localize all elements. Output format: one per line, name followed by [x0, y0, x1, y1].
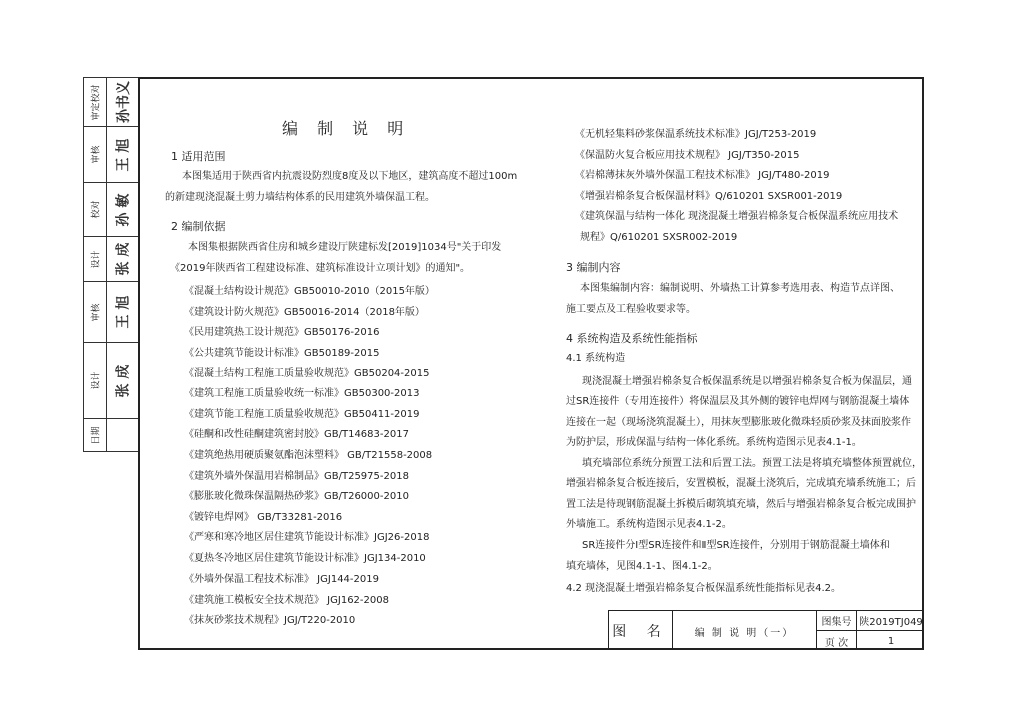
atlas-number: 陕2019TJ049 [859, 617, 923, 628]
body-line: 填充墙体，见图4.1-1、图4.1-2。 [566, 561, 718, 572]
reference-item: 《保温防火复合板应用技术规程》 JGJ/T350-2015 [575, 150, 800, 161]
signature-row [84, 419, 138, 452]
body-line: 外墙施工。系统构造图示见表4.1-2。 [566, 519, 732, 530]
signature-row [84, 183, 138, 237]
reference-item: 规程》Q/610201 SXSR002-2019 [580, 232, 738, 243]
body-line: 连接在一起（现场浇筑混凝土），用抹灰型膨胀玻化微珠轻质砂浆及抹面胶浆作 [566, 417, 911, 428]
drawing-name-label: 图 名 [612, 624, 669, 640]
body-line: 现浇混凝土增强岩棉条复合板保温系统是以增强岩棉条复合板为保温层，通 [582, 376, 912, 387]
body-line: 施工要点及工程验收要求等。 [566, 304, 696, 315]
signature-row [84, 127, 138, 183]
reference-item: 《岩棉薄抹灰外墙外保温工程技术标准》 JGJ/T480-2019 [575, 170, 830, 181]
sub-heading: 4.1 系统构造 [566, 353, 626, 364]
signature: 孙书义 [115, 81, 132, 123]
body-line: 4.2 现浇混凝土增强岩棉条复合板保温系统性能指标见表4.2。 [566, 583, 841, 594]
reference-item: 《膨胀玻化微珠保温隔热砂浆》GB/T26000-2010 [184, 491, 409, 502]
reference-item: 《混凝土结构设计规范》GB50010-2010（2015年版） [184, 286, 435, 297]
body-line: 《2019年陕西省工程建设标准、建筑标准设计立项计划》的通知"。 [170, 263, 471, 274]
signature-row [84, 282, 138, 343]
reference-item: 《混凝土结构工程施工质量验收规范》GB50204-2015 [184, 368, 430, 379]
reference-item: 《外墙外保温工程技术标准》 JGJ144-2019 [184, 574, 379, 585]
signature-row-label: 审核 [91, 145, 102, 164]
reference-item: 《无机轻集料砂浆保温系统技术标准》JGJ/T253-2019 [575, 129, 817, 140]
reference-item: 《建筑设计防火规范》GB50016-2014（2018年版） [184, 307, 425, 318]
section-heading: 1 适用范围 [171, 150, 226, 163]
drawing-name: 编 制 说 明（一） [694, 627, 795, 639]
reference-item: 《公共建筑节能设计标准》GB50189-2015 [184, 348, 380, 359]
signature: 王 旭 [115, 295, 132, 329]
reference-item: 《建筑外墙外保温用岩棉制品》GB/T25975-2018 [184, 471, 409, 482]
reference-item: 《镀锌电焊网》 GB/T33281-2016 [184, 512, 343, 523]
signature-row-label: 校对 [91, 200, 102, 219]
body-line: 填充墙部位系统分预置工法和后置工法。预置工法是将填充墙整体预置就位， [582, 458, 922, 469]
page-number-label: 页 次 [824, 637, 849, 649]
section-heading: 3 编制内容 [566, 261, 621, 274]
body-line: 置工法是待现钢筋混凝土拆模后砌筑填充墙，然后与增强岩棉条复合板完成围护 [566, 499, 916, 510]
reference-item: 《建筑施工模板安全技术规范》 JGJ162-2008 [184, 595, 389, 606]
reference-item: 《建筑绝热用硬质聚氨酯泡沫塑料》 GB/T21558-2008 [184, 450, 433, 461]
section-heading: 2 编制依据 [171, 220, 226, 233]
body-line: 的新建现浇混凝土剪力墙结构体系的民用建筑外墙保温工程。 [165, 192, 435, 203]
reference-item: 《建筑节能工程施工质量验收规范》GB50411-2019 [184, 409, 420, 420]
body-line: 为防护层，形成保温与结构一体化系统。系统构造图示见表4.1-1。 [566, 437, 862, 448]
reference-item: 《抹灰砂浆技术规程》JGJ/T220-2010 [184, 615, 356, 626]
signature: 王 旭 [115, 138, 132, 171]
page-title: 编 制 说 明 [282, 119, 411, 138]
body-line: 本图集根据陕西省住房和城乡建设厅陕建标发[2019]1034号"关于印发 [188, 242, 502, 253]
reference-item: 《建筑工程施工质量验收统一标准》GB50300-2013 [184, 388, 420, 399]
page-number: 1 [887, 635, 895, 647]
reference-item: 《增强岩棉条复合板保温材料》Q/610201 SXSR001-2019 [575, 191, 843, 202]
body-line: 过SR连接件（专用连接件）将保温层及其外侧的镀锌电焊网与钢筋混凝土墙体 [566, 396, 910, 407]
signature-row-label: 审定校对 [91, 83, 102, 121]
signature-row-label: 设计 [91, 249, 102, 269]
signature: 张 成 [115, 242, 132, 276]
signature: 张 成 [115, 364, 132, 397]
body-line: SR连接件分Ⅰ型SR连接件和Ⅱ型SR连接件，分别用于钢筋混凝土墙体和 [582, 540, 890, 551]
signature-row [84, 78, 138, 127]
reference-item: 《民用建筑热工设计规范》GB50176-2016 [184, 327, 380, 338]
body-line: 本图集适用于陕西省内抗震设防烈度8度及以下地区，建筑高度不超过100m [182, 171, 518, 182]
signature-row [84, 343, 138, 419]
section-heading: 4 系统构造及系统性能指标 [566, 332, 698, 345]
atlas-number-label: 图集号 [821, 617, 852, 628]
title-block [608, 610, 924, 650]
reference-item: 《严寒和寒冷地区居住建筑节能设计标准》JGJ26-2018 [184, 532, 430, 543]
reference-item: 《建筑保温与结构一体化 现浇混凝土增强岩棉条复合板保温系统应用技术 [575, 211, 899, 222]
signature-row [84, 237, 138, 282]
body-line: 增强岩棉条复合板连接后，安置模板，混凝土浇筑后，完成填充墙系统施工；后 [566, 478, 916, 489]
signature-panel [83, 77, 138, 452]
signature: 孙 敏 [115, 193, 132, 226]
body-line: 本图集编制内容：编制说明、外墙热工计算参考选用表、构造节点详图、 [580, 283, 900, 294]
signature-row-label: 审核 [91, 302, 102, 322]
reference-item: 《夏热冬冷地区居住建筑节能设计标准》JGJ134-2010 [184, 553, 426, 564]
reference-item: 《硅酮和改性硅酮建筑密封胶》GB/T14683-2017 [184, 429, 409, 440]
signature-row-label: 设计 [91, 371, 102, 390]
signature-row-label: 日期 [91, 426, 102, 445]
